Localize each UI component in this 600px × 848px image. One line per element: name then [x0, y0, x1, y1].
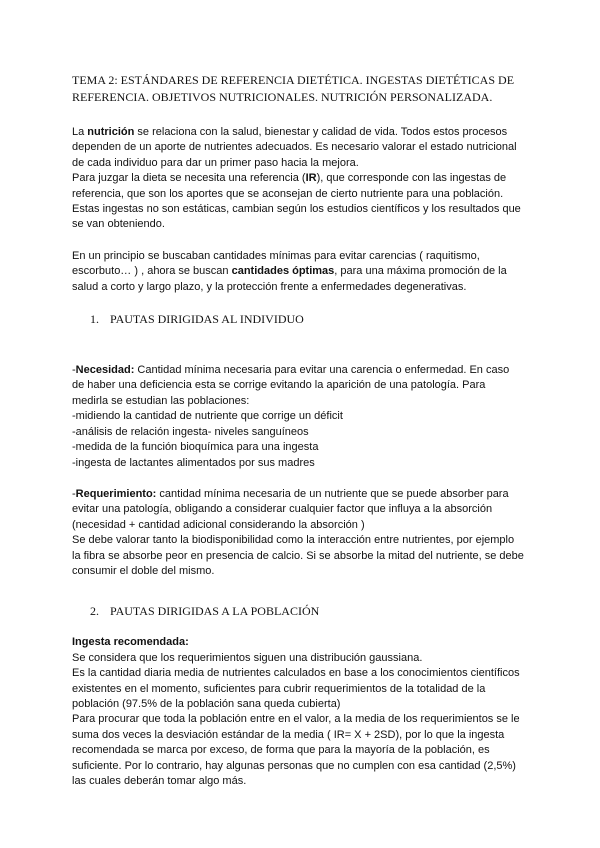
necesidad-term: Necesidad: — [75, 364, 135, 377]
necesidad-definition: Cantidad mínima necesaria para evitar una carencia o enfermedad. En caso de haber una deficiencia esta se corrige evitando la aparición de una patología. Para medirla se estudian las poblaciones: — [72, 364, 510, 407]
section-2-paragraph-1: Se considera que los requerimientos siguen una distribución gaussiana. — [72, 651, 423, 664]
necesidad-dash: - — [72, 364, 76, 377]
section-1-title: PAUTAS DIRIGIDAS AL INDIVIDUO — [110, 312, 304, 327]
intro-paragraph-3: Estas ingestas no son estáticas, cambian según los estudios científicos y los resultados que se van obteniendo. — [72, 203, 521, 231]
requerimiento-term: Requerimiento: — [75, 487, 157, 500]
list-item: -midiendo la cantidad de nutriente que corrige un déficit — [72, 410, 343, 423]
necesidad-paragraph — [72, 363, 524, 409]
list-item: -análisis de relación ingesta- niveles sanguíneos — [72, 425, 309, 438]
list-item: -medida de la función bioquímica para una ingesta — [72, 441, 319, 454]
list-item: -ingesta de lactantes alimentados por sus madres — [72, 456, 315, 469]
requerimiento-paragraph-2: Se debe valorar tanto la biodisponibilidad como la interacción entre nutrientes, por ejemplo la fibra se absorbe peor en presencia de calcio. Si se absorbe la mitad del nutriente, se debe consumir el doble del mismo. — [72, 534, 524, 577]
intro-paragraph-4 — [72, 249, 524, 295]
requerimiento-paragraph — [72, 487, 524, 533]
section-1-number: 1. — [90, 312, 99, 327]
intro-paragraph-2 — [72, 171, 524, 202]
ingesta-recomendada-subheading — [72, 635, 524, 650]
intro-p2-text-a: Para juzgar la dieta se necesita una referencia ( — [72, 172, 306, 185]
section-2-title: PAUTAS DIRIGIDAS A LA POBLACIÓN — [110, 604, 320, 619]
intro-p4-text-a: En un principio se buscaban cantidades mínimas para evitar carencias ( raquitismo, escorbuto… ) , ahora se buscan — [72, 249, 480, 278]
intro-p1-bold: nutrición — [87, 126, 135, 138]
intro-p1-text-a: La — [72, 126, 88, 138]
requerimiento-dash: - — [72, 487, 76, 500]
ingesta-recomendada-label: Ingesta recomendada: — [72, 636, 189, 649]
section-2-paragraph-2: Es la cantidad diaria media de nutrientes calculados en base a los conocimientos científicos existentes en el momento, suficientes para cubrir requerimientos de la totalidad de la población (97.5% de la población sana queda cubierta) — [72, 667, 520, 710]
section-2-paragraph-3: Para procurar que toda la población entre en el valor, a la media de los requerimientos se le suma dos veces la desviación estándar de la media ( IR= X + 2SD), por lo que la ingesta recomendada se marca por exceso, de forma que para la mayoría de la población, es suficiente. Por lo contrario, hay algunas personas que no cumplen con esa cantidad (2,5%) las cuales deberán tomar algo más. — [72, 713, 520, 787]
intro-paragraph-1 — [72, 125, 524, 171]
section-1-heading — [90, 311, 524, 327]
document-page — [72, 72, 524, 789]
intro-p1-text-c: se relaciona con la salud, bienestar y calidad de vida. Todos estos procesos dependen de un aporte de nutrientes adecuados. Es necesario valorar el estado nutricional de cada individuo para dar un primer paso hacia la mejora. — [72, 126, 517, 169]
intro-p4-text-c: , para una máxima promoción de la salud a corto y largo plazo, y la protección frente a enfermedades degenerativas. — [72, 265, 507, 293]
intro-p2-bold: IR — [305, 172, 317, 185]
section-2-number: 2. — [90, 604, 99, 619]
section-2-heading — [90, 603, 524, 619]
intro-p2-text-c: ), que corresponde con las ingestas de referencia, que son los aportes que se aconsejan de cierto nutriente para una población. — [72, 172, 507, 200]
requerimiento-definition: cantidad mínima necesaria de un nutriente que se puede absorber para evitar una patología, obligando a considerar cualquier factor que influya a la absorción (necesidad + cantidad adicional considerando la absorción ) — [72, 487, 509, 531]
document-title: TEMA 2: ESTÁNDARES DE REFERENCIA DIETÉTICA. INGESTAS DIETÉTICAS DE REFERENCIA. OBJETIVOS NUTRICIONALES. NUTRICIÓN PERSONALIZADA. — [72, 73, 515, 104]
intro-p4-bold: cantidades óptimas — [231, 265, 335, 278]
